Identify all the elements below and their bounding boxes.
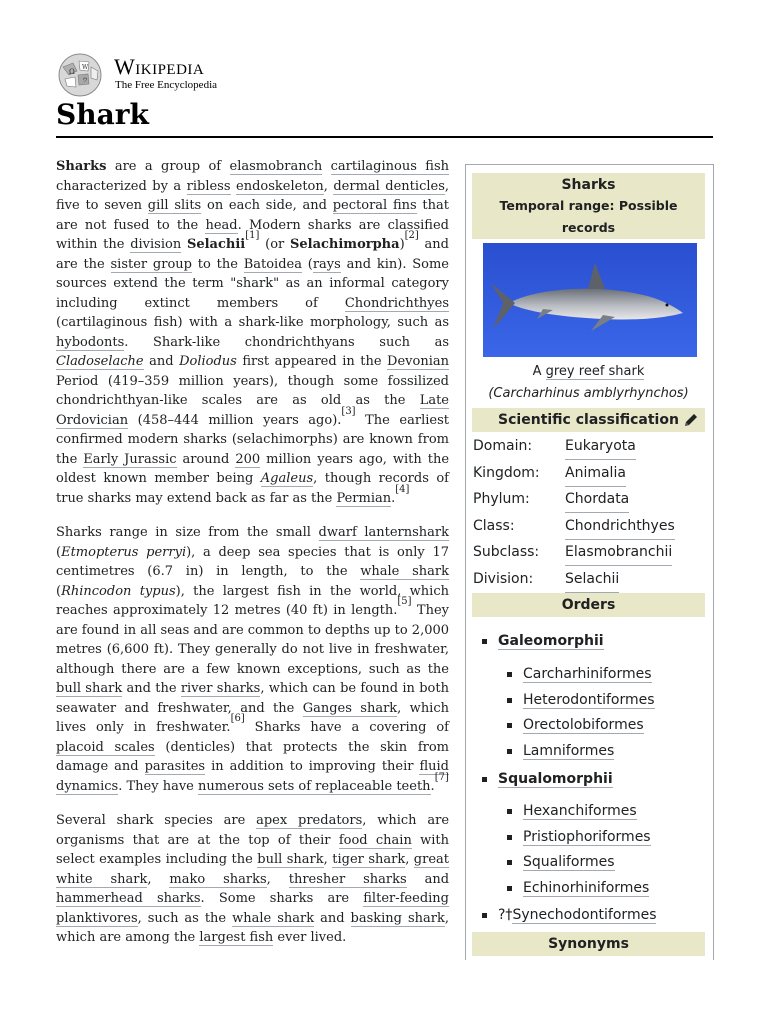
text-run: Rhincodon typus (61, 583, 176, 599)
text-run: million years ago, with the oldest known member being (56, 451, 450, 486)
order-group-squalomorphii[interactable] (498, 769, 613, 789)
order-link[interactable]: Heterodontiformes (523, 691, 655, 708)
bold-term: Selachimorpha (289, 237, 400, 252)
bullet-icon (507, 860, 512, 865)
text-run: . They have (118, 778, 199, 794)
text-run: and (314, 910, 351, 926)
temporal-range-line: Temporal range: Possible records (499, 198, 678, 235)
text-run: , five to seven (56, 178, 450, 213)
text-run: , which are among the (56, 910, 449, 945)
text-run: , (323, 178, 334, 194)
article-link[interactable]: 200 (235, 451, 261, 467)
taxon-link[interactable]: Animalia (565, 460, 626, 487)
article-body (56, 157, 449, 963)
citation-ref[interactable]: [3] (341, 405, 356, 417)
text-run: to the (192, 256, 244, 272)
text-run: . Shark-like chondrichthyans such as (124, 334, 449, 350)
order-group-galeomorphii[interactable] (498, 631, 604, 651)
orders-header: Orders (472, 593, 705, 617)
wikipedia-wordmark[interactable]: Wikipedia (114, 54, 205, 79)
rank-label: Domain: (473, 438, 533, 454)
text-run: Period (419–359 million years), though some fossilized chondrichthyan-like scales are as old as the (56, 373, 449, 408)
order-link[interactable]: Squaliformes (523, 854, 615, 871)
text-run: in addition to improving their (205, 759, 420, 774)
text-run: Doliodus (179, 354, 237, 369)
bold-term: Selachii (186, 237, 246, 252)
bullet-icon (507, 698, 512, 703)
article-link[interactable]: parasites (144, 759, 206, 774)
text-run: ), a deep sea species that is only 17 centimetres (6.7 in) in length, to the (56, 544, 449, 579)
taxon-link[interactable]: Eukaryota (565, 433, 636, 460)
caption-scientific-name: (Carcharhinus amblyrhynchos) (488, 386, 689, 401)
article-link[interactable]: basking shark (350, 910, 445, 926)
bullet-icon (507, 672, 512, 677)
citation-ref[interactable]: [2] (404, 230, 419, 241)
citation-ref[interactable]: [7] (434, 771, 449, 783)
text-run: and (406, 871, 450, 887)
order-link[interactable]: Synechodontiformes (512, 907, 657, 923)
article-link[interactable]: dermal denticles (333, 178, 445, 194)
order-link[interactable]: Galeomorphii (498, 633, 604, 649)
text-run: . (391, 490, 396, 506)
rank-label: Class: (473, 517, 515, 534)
text-run: , though records of true sharks may extend back as far as the (56, 471, 449, 506)
article-link[interactable]: apex predators (256, 813, 363, 828)
text-run: . (430, 778, 435, 794)
classification-row (473, 433, 708, 459)
article-link[interactable]: thresher sharks (288, 871, 407, 887)
order-link[interactable]: Hexanchiformes (523, 803, 637, 819)
article-link[interactable]: dwarf lanternshark (318, 525, 449, 540)
text-run: ( (56, 583, 62, 599)
order-item[interactable] (523, 715, 644, 735)
grey-reef-shark-image[interactable] (483, 243, 697, 357)
taxon-link[interactable]: Chondrichthyes (565, 513, 675, 540)
classification-row (473, 566, 708, 592)
text-run: are a group of (106, 159, 230, 174)
citation-ref[interactable]: [6] (230, 713, 245, 724)
article-link[interactable]: hybodonts (56, 334, 125, 350)
rank-label: Division: (473, 570, 534, 587)
bullet-icon (507, 886, 512, 891)
text-run: first appeared in the (236, 354, 388, 369)
text-run: (458–444 million years ago). (128, 412, 342, 428)
text-run: (denticles) that protects the skin from damage and (56, 739, 449, 774)
bullet-icon (482, 777, 487, 782)
order-link[interactable]: Squalomorphii (498, 771, 613, 787)
text-run: ( (301, 256, 313, 272)
article-link[interactable]: division (130, 237, 182, 252)
text-run: (or (259, 237, 290, 252)
taxon-link[interactable]: Elasmobranchii (565, 539, 672, 566)
text-run: Several shark species are (56, 813, 257, 828)
rank-label: Phylum: (473, 491, 530, 507)
order-item[interactable] (523, 878, 649, 898)
text-run: . Modern sharks are classified within the (56, 217, 449, 252)
synonyms-header: Synonyms (472, 932, 705, 956)
citation-ref[interactable]: [4] (395, 483, 410, 495)
text-run: They are found in all seas and are common to depths up to 2,000 metres (6,600 ft). They generally do not live in freshwater, although there are a few known exceptions, such as the (56, 603, 450, 677)
bullet-icon (507, 809, 512, 814)
classification-row (473, 513, 708, 539)
article-link[interactable]: Agaleus (260, 471, 314, 486)
article-link[interactable]: bull shark (257, 852, 324, 867)
article-link[interactable]: ribless (186, 178, 231, 194)
bullet-icon (507, 835, 512, 840)
text-run: , such as the (137, 910, 233, 926)
text-run: and (143, 354, 180, 369)
text-run: and the (122, 681, 181, 696)
article-link[interactable]: cartilaginous fish (330, 159, 450, 174)
text-run: characterized by a (56, 178, 187, 194)
order-group-synechodontiformes[interactable]: ?†Synechodontiformes (498, 905, 656, 925)
order-item[interactable] (523, 801, 637, 821)
classification-row (473, 486, 708, 512)
bullet-icon (482, 639, 487, 644)
citation-ref[interactable]: [5] (397, 596, 412, 607)
text-run: and are the (56, 237, 449, 272)
text-run: around (176, 451, 236, 467)
order-item[interactable] (523, 690, 655, 710)
article-link[interactable]: whale shark (232, 910, 315, 926)
text-run: with select examples including the (56, 832, 450, 867)
article-link[interactable]: largest fish (199, 930, 274, 945)
svg-text:ウ: ウ (82, 77, 89, 84)
caption-link-grey-reef-shark[interactable]: grey reef shark (545, 364, 645, 379)
order-item[interactable] (523, 664, 652, 684)
article-link[interactable]: fluid dynamics (56, 759, 450, 794)
order-link[interactable]: Lamniformes (523, 743, 615, 760)
article-link[interactable]: mako sharks (169, 871, 267, 887)
taxobox (465, 164, 714, 960)
page-title: Shark (56, 98, 149, 131)
article-link[interactable]: numerous sets of replaceable teeth (198, 778, 431, 794)
paragraph-predators (56, 811, 449, 948)
article-link[interactable]: bull shark (56, 681, 123, 696)
svg-text:Ω: Ω (69, 68, 75, 76)
article-link[interactable]: elasmobranch (229, 159, 323, 174)
article-link[interactable]: food chain (338, 832, 412, 848)
order-link[interactable]: Pristiophoriformes (523, 828, 651, 845)
text-run: , which lives only in freshwater. (56, 700, 449, 735)
article-link[interactable]: head (205, 217, 238, 233)
taxon-link[interactable]: Chordata (565, 486, 629, 513)
article-link[interactable]: endoskeleton (236, 178, 324, 194)
article-link[interactable]: Chondrichthyes (344, 295, 449, 311)
article-link[interactable]: sister group (110, 256, 192, 272)
wikipedia-tagline: The Free Encyclopedia (115, 79, 218, 91)
article-link[interactable]: great white shark (56, 852, 450, 887)
text-run: Sharks have a covering of (244, 720, 449, 735)
svg-text:W: W (82, 64, 89, 71)
order-link[interactable]: Carcharhiniformes (523, 666, 652, 682)
text-run: , which are organisms that are at the top of their (56, 813, 450, 848)
article-link[interactable]: Batoidea (243, 256, 302, 272)
text-run: ), the largest fish in the world, which reaches approximately 12 metres (40 ft) in length. (56, 583, 449, 618)
text-run: ( (56, 544, 62, 560)
text-run: Etmopterus perryi (61, 544, 187, 560)
paragraph-size-habitat (56, 523, 449, 796)
article-link[interactable]: placoid scales (56, 739, 155, 755)
bullet-icon (482, 913, 487, 918)
bullet-icon (507, 723, 512, 728)
text-run: Sharks range in size from the small (56, 525, 319, 540)
article-link[interactable]: hammerhead sharks (56, 891, 201, 906)
classification-row (473, 460, 708, 486)
article-link[interactable]: whale shark (360, 564, 449, 579)
classification-row (473, 539, 708, 565)
text-run: , (266, 871, 289, 887)
article-link[interactable]: Permian (336, 490, 392, 506)
text-run: that are not fused to the (56, 198, 449, 233)
taxobox-name: Sharks (561, 177, 616, 193)
text-run: ) (399, 237, 405, 252)
article-link[interactable]: Early Jurassic (83, 451, 177, 467)
text-run: ever lived. (273, 930, 347, 945)
article-link[interactable]: Devonian (387, 354, 449, 369)
taxon-link[interactable]: Selachii (565, 566, 619, 593)
article-link[interactable]: river sharks (180, 681, 261, 696)
image-caption (472, 361, 705, 405)
paragraph-intro (56, 157, 449, 508)
text-run: on each side, and (201, 198, 333, 213)
wikipedia-globe-logo[interactable] (55, 53, 105, 97)
text-run: and kin). Some sources extend the term "shark" as an informal category including extinct members of (56, 256, 449, 311)
article-link[interactable]: Late Ordovician (56, 393, 449, 428)
citation-ref[interactable]: [1] (245, 230, 260, 241)
text-run: , (405, 852, 414, 867)
text-run (322, 159, 330, 174)
article-link[interactable]: gill slits (147, 198, 202, 213)
text-run: The earliest confirmed modern sharks (selachimorphs) are known from the (56, 412, 449, 467)
article-link[interactable]: Ganges shark (302, 700, 398, 716)
rank-label: Kingdom: (473, 464, 540, 481)
bold-term: Sharks (56, 159, 107, 174)
order-item[interactable] (523, 852, 615, 872)
order-link[interactable]: Echinorhiniformes (523, 880, 650, 897)
order-item[interactable] (523, 741, 614, 761)
scientific-classification-header: Scientific classification (472, 408, 705, 432)
order-item[interactable] (523, 827, 651, 847)
article-link[interactable]: rays (312, 256, 341, 272)
rank-label: Subclass: (473, 544, 540, 560)
article-link[interactable]: Cladoselache (56, 354, 144, 369)
text-run: , (147, 871, 170, 887)
order-link[interactable]: Orectolobiformes (523, 717, 644, 734)
text-run: , which can be found in both seawater and freshwater, and the (56, 681, 449, 716)
text-run: (cartilaginous fish) with a shark-like morphology, such as (56, 315, 449, 330)
edit-pencil-icon[interactable] (683, 412, 699, 428)
article-link[interactable]: tiger shark (332, 852, 406, 867)
bullet-icon (507, 749, 512, 754)
text-run: . Some sharks are (200, 891, 364, 906)
caption-line: A grey reef shark (532, 364, 645, 379)
article-link[interactable]: pectoral fins (332, 198, 417, 213)
article-link[interactable]: filter-feeding (363, 891, 449, 906)
text-run: , (323, 852, 333, 867)
taxobox-title (472, 173, 705, 239)
article-link[interactable]: planktivores (56, 910, 138, 926)
title-rule (56, 136, 713, 138)
